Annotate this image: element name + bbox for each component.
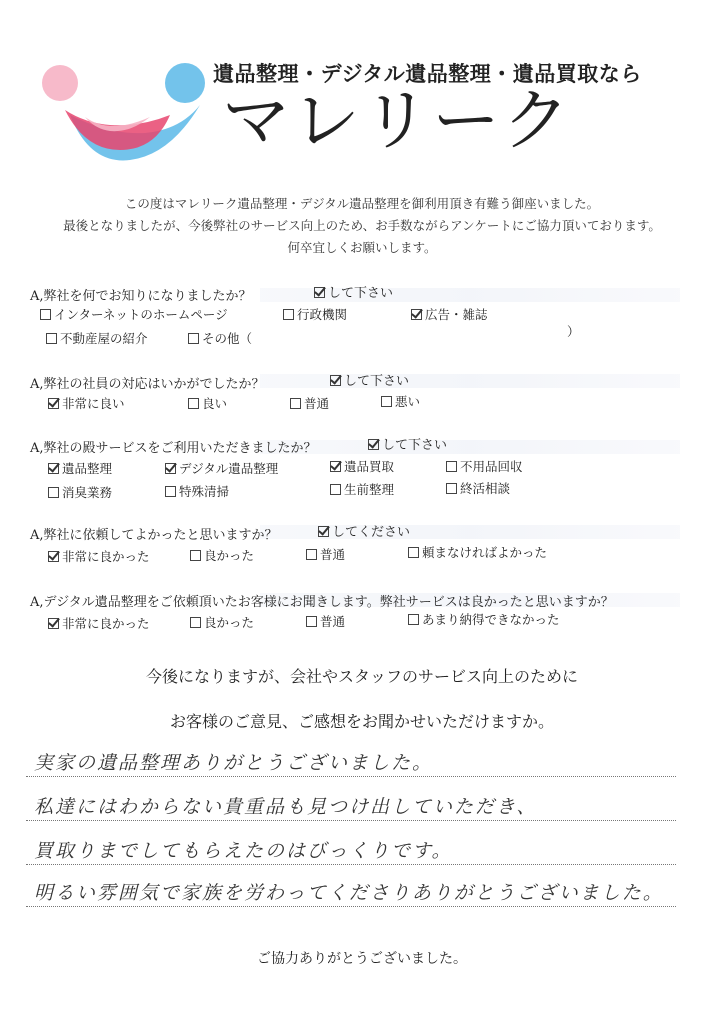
q4-option-regret[interactable]: 頼まなければよかった xyxy=(408,543,547,561)
q2-option-normal[interactable]: 普通 xyxy=(290,394,329,412)
q5-option-good[interactable]: 良かった xyxy=(190,613,254,631)
checkbox[interactable] xyxy=(381,396,392,407)
checkbox[interactable] xyxy=(283,309,294,320)
question-4-title: A,弊社に依頼してよかったと思いますか？ xyxy=(30,528,278,543)
intro-line-3: 何卒宜しくお願いします。 xyxy=(287,240,437,255)
question-5-title: A,デジタル遺品整理をご依頼頂いたお客様にお聞きします。弊社サービスは良かったと思いますか？ xyxy=(30,595,614,610)
q3-option-kaitori[interactable]: 遺品買取 xyxy=(330,457,394,475)
comment-rule xyxy=(26,820,676,821)
q2-option-very-good[interactable]: 非常に良い xyxy=(48,394,125,412)
question-4-instruction: してください xyxy=(318,521,410,540)
comment-rule xyxy=(26,864,676,865)
checkbox[interactable] xyxy=(290,398,301,409)
question-1-instruction: して下さい xyxy=(314,282,393,301)
checkbox[interactable] xyxy=(306,616,317,627)
closing-line-2: お客様のご意見、ご感想をお聞かせいただけますか。 xyxy=(169,712,554,731)
checkbox[interactable] xyxy=(46,333,57,344)
q3-option-shukatsu[interactable]: 終活相談 xyxy=(446,479,510,497)
question-band xyxy=(260,374,680,388)
comment-rule xyxy=(26,906,676,907)
checkbox[interactable] xyxy=(408,614,419,625)
checkbox[interactable] xyxy=(165,486,176,497)
thanks-message: ご協力ありがとうございました。 xyxy=(257,951,467,967)
checkbox[interactable] xyxy=(165,463,176,474)
checkbox[interactable] xyxy=(188,398,199,409)
q1-option-internet[interactable]: インターネットのホームページ xyxy=(40,305,228,323)
checkbox[interactable] xyxy=(48,463,59,474)
question-3-instruction: して下さい xyxy=(368,434,447,453)
q1-option-realestate[interactable]: 不動産屋の紹介 xyxy=(46,329,148,347)
checkbox[interactable] xyxy=(48,551,59,562)
checkbox[interactable] xyxy=(330,375,341,386)
question-2-instruction: して下さい xyxy=(330,370,409,389)
q3-option-seizen[interactable]: 生前整理 xyxy=(330,480,394,498)
q1-other-close: ） xyxy=(567,324,580,339)
checkbox[interactable] xyxy=(48,487,59,498)
checkbox[interactable] xyxy=(330,461,341,472)
checkbox[interactable] xyxy=(190,550,201,561)
q4-option-very-good[interactable]: 非常に良かった xyxy=(48,547,150,565)
q3-option-fuyouhin[interactable]: 不用品回収 xyxy=(446,457,523,475)
intro-line-1: この度はマレリーク遺品整理・デジタル遺品整理を御利用頂き有難う御座いました。 xyxy=(124,196,600,211)
comment-line-2: 私達にはわからない貴重品も見つけ出していただき、 xyxy=(34,796,538,818)
checkbox[interactable] xyxy=(40,309,51,320)
question-band xyxy=(260,440,680,454)
checkbox[interactable] xyxy=(368,439,379,450)
q2-option-good[interactable]: 良い xyxy=(188,394,227,412)
tagline: 遺品整理・デジタル遺品整理・遺品買取なら xyxy=(213,62,642,86)
checkbox[interactable] xyxy=(446,483,457,494)
comment-line-3: 買取りまでしてもらえたのはびっくりです。 xyxy=(34,840,453,862)
q1-option-advertising[interactable]: 広告・雑誌 xyxy=(411,305,488,323)
brand-name: マレリーク xyxy=(222,82,573,161)
checkbox[interactable] xyxy=(446,461,457,472)
q4-option-good[interactable]: 良かった xyxy=(190,546,254,564)
checkbox[interactable] xyxy=(408,547,419,558)
q1-option-other[interactable]: その他（ xyxy=(188,329,252,347)
checkbox[interactable] xyxy=(411,309,422,320)
checkbox[interactable] xyxy=(314,287,325,298)
q5-option-very-good[interactable]: 非常に良かった xyxy=(48,614,150,632)
checkbox[interactable] xyxy=(190,617,201,628)
comment-rule xyxy=(26,776,676,777)
checkbox[interactable] xyxy=(188,333,199,344)
q4-option-normal[interactable]: 普通 xyxy=(306,545,345,563)
marereeku-logo xyxy=(30,55,210,165)
checkbox[interactable] xyxy=(330,484,341,495)
checkbox[interactable] xyxy=(48,618,59,629)
q3-option-shoushu[interactable]: 消臭業務 xyxy=(48,483,112,501)
q3-option-ihin-seiri[interactable]: 遺品整理 xyxy=(48,459,112,477)
question-2-title: A,弊社の社員の対応はいかがでしたか？ xyxy=(30,377,265,392)
q2-option-bad[interactable]: 悪い xyxy=(381,392,420,410)
closing-line-1: 今後になりますが、会社やスタッフのサービス向上のために xyxy=(145,667,578,686)
checkbox[interactable] xyxy=(48,398,59,409)
q3-option-tokushu[interactable]: 特殊清掃 xyxy=(165,482,229,500)
q5-option-unsatisfied[interactable]: あまり納得できなかった xyxy=(408,610,560,628)
comment-line-4: 明るい雰囲気で家族を労わってくださりありがとうございました。 xyxy=(34,882,664,904)
intro-line-2: 最後となりましたが、今後弊社のサービス向上のため、お手数ながらアンケートにご協力頂いております。 xyxy=(63,218,661,233)
q3-option-digital[interactable]: デジタル遺品整理 xyxy=(165,459,278,477)
q1-option-government[interactable]: 行政機関 xyxy=(283,305,347,323)
question-1-title: A,弊社を何でお知りになりましたか？ xyxy=(30,289,252,304)
checkbox[interactable] xyxy=(306,549,317,560)
question-3-title: A,弊社の殿サービスをご利用いただきましたか？ xyxy=(30,441,317,456)
comment-line-1: 実家の遺品整理ありがとうございました。 xyxy=(34,752,434,774)
q5-option-normal[interactable]: 普通 xyxy=(306,612,345,630)
checkbox[interactable] xyxy=(318,526,329,537)
